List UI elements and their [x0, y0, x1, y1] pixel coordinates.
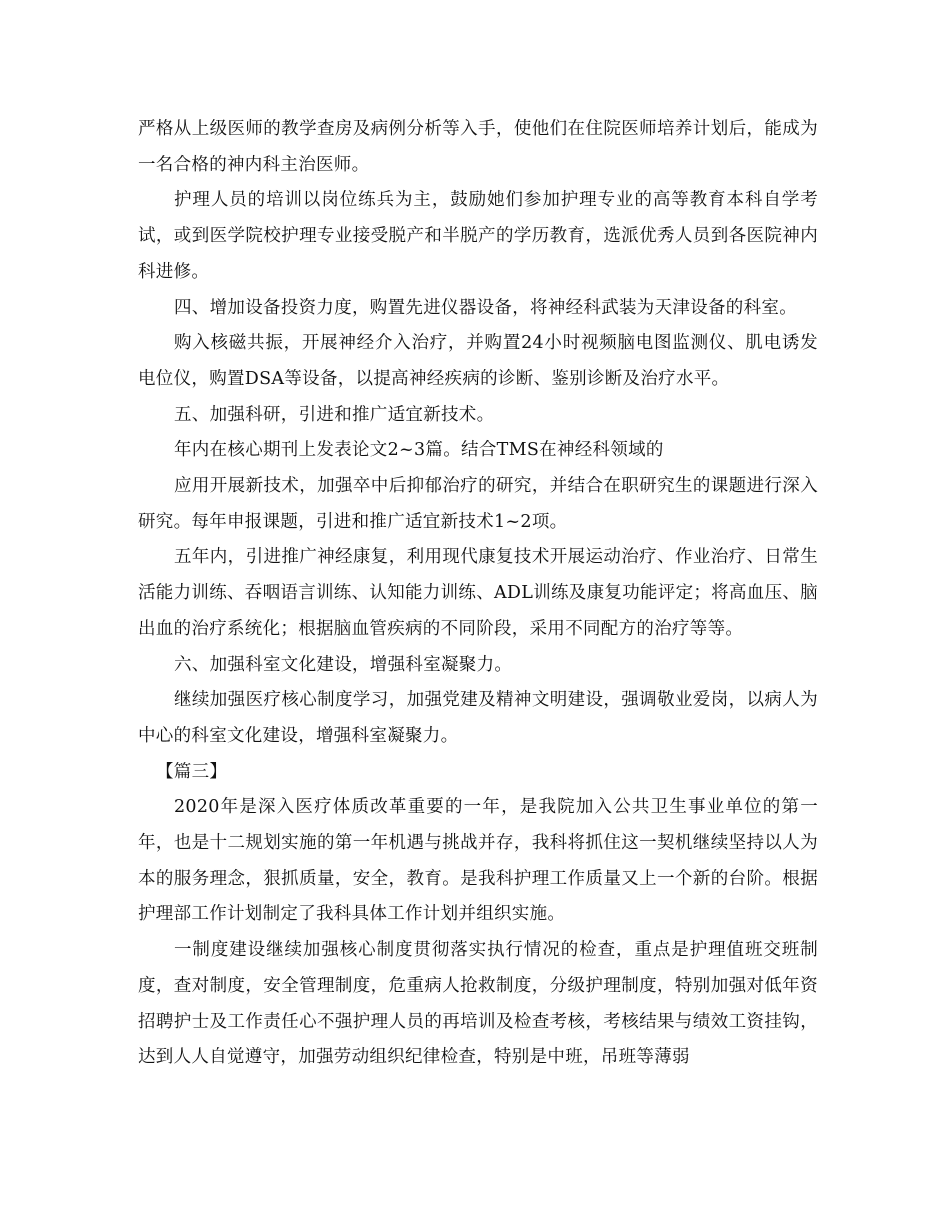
paragraph: 2020年是深入医疗体质改革重要的一年，是我院加入公共卫生事业单位的第一年，也是十二规划实施的第一年机遇与挑战并存，我科将抓住这一契机继续坚持以人为本的服务理念，狠抓质量，安全，教育。是我科护理工作质量又上一个新的台阶。根据护理部工作计划制定了我科具体工作计划并组织实施。: [138, 797, 818, 925]
paragraph: 护理人员的培训以岗位练兵为主，鼓励她们参加护理专业的高等教育本科自学考试，或到医学院校护理专业接受脱产和半脱产的学历教育，选派优秀人员到各医院神内科进修。: [138, 190, 818, 282]
part-heading: 【篇三】: [156, 761, 228, 782]
document-body: [138, 112, 818, 1076]
section-heading: 五、加强科研，引进和推广适宜新技术。: [174, 404, 495, 425]
paragraph: 五年内，引进推广神经康复，利用现代康复技术开展运动治疗、作业治疗、日常生活能力训练、吞咽语言训练、认知能力训练、ADL训练及康复功能评定；将高血压、脑出血的治疗系统化；根据脑血管疾病的不同阶段，采用不同配方的治疗等等。: [138, 547, 818, 639]
section-heading: 六、加强科室文化建设，增强科室凝聚力。: [174, 654, 513, 675]
paragraph: 应用开展新技术，加强卒中后抑郁治疗的研究，并结合在职研究生的课题进行深入研究。每年申报课题，引进和推广适宜新技术1~2项。: [138, 476, 818, 532]
paragraph: 一制度建设继续加强核心制度贯彻落实执行情况的检查，重点是护理值班交班制度，查对制度，安全管理制度，危重病人抢救制度，分级护理制度，特别加强对低年资招聘护士及工作责任心不强护理人员的再培训及检查考核，考核结果与绩效工资挂钩，达到人人自觉遵守，加强劳动组织纪律检查，特别是中班，吊班等薄弱: [138, 940, 818, 1068]
paragraph: 购入核磁共振，开展神经介入治疗，并购置24小时视频脑电图监测仪、肌电诱发电位仪，购置DSA等设备，以提高神经疾病的诊断、鉴别诊断及治疗水平。: [138, 333, 818, 389]
section-heading: 四、增加设备投资力度，购置先进仪器设备，将神经科武装为天津设备的科室。: [174, 297, 797, 318]
paragraph: 继续加强医疗核心制度学习，加强党建及精神文明建设，强调敬业爱岗，以病人为中心的科室文化建设，增强科室凝聚力。: [138, 690, 818, 746]
paragraph: 严格从上级医师的教学查房及病例分析等入手，使他们在住院医师培养计划后，能成为一名合格的神内科主治医师。: [138, 119, 818, 175]
paragraph: 年内在核心期刊上发表论文2~3篇。结合TMS在神经科领域的: [174, 440, 664, 461]
